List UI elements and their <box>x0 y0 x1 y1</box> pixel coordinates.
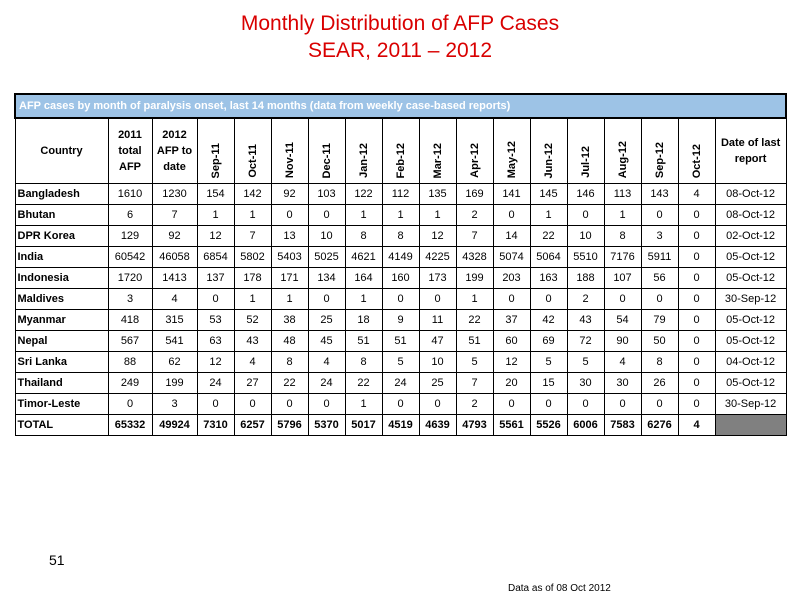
total-cell: 6006 <box>567 415 604 436</box>
value-cell: 1230 <box>152 184 197 205</box>
value-cell: 10 <box>308 226 345 247</box>
value-cell: 173 <box>419 268 456 289</box>
value-cell: 72 <box>567 331 604 352</box>
value-cell: 26 <box>641 373 678 394</box>
page-number: 51 <box>49 552 65 568</box>
value-cell: 0 <box>197 394 234 415</box>
value-cell: 0 <box>678 205 715 226</box>
value-cell: 27 <box>234 373 271 394</box>
value-cell: 3 <box>152 394 197 415</box>
value-cell: 0 <box>308 289 345 310</box>
value-cell: 38 <box>271 310 308 331</box>
country-cell: Nepal <box>15 331 108 352</box>
value-cell: 3 <box>641 226 678 247</box>
value-cell: 0 <box>493 394 530 415</box>
value-cell: 1720 <box>108 268 152 289</box>
value-cell: 25 <box>308 310 345 331</box>
value-cell: 14 <box>493 226 530 247</box>
value-cell: 50 <box>641 331 678 352</box>
value-cell: 51 <box>345 331 382 352</box>
value-cell: 2 <box>456 205 493 226</box>
value-cell: 4 <box>152 289 197 310</box>
value-cell: 4 <box>308 352 345 373</box>
value-cell: 0 <box>308 394 345 415</box>
value-cell: 52 <box>234 310 271 331</box>
value-cell: 8 <box>271 352 308 373</box>
header-2011-total <box>108 118 152 184</box>
value-cell: 4225 <box>419 247 456 268</box>
value-cell: 0 <box>493 205 530 226</box>
value-cell: 199 <box>456 268 493 289</box>
value-cell: 188 <box>567 268 604 289</box>
value-cell: 24 <box>197 373 234 394</box>
header-month-label: Mar-12 <box>431 142 444 178</box>
value-cell: 4 <box>678 184 715 205</box>
table-banner: AFP cases by month of paralysis onset, last 14 months (data from weekly case-based reports) <box>15 94 786 118</box>
value-cell: 5025 <box>308 247 345 268</box>
country-cell: Thailand <box>15 373 108 394</box>
value-cell: 164 <box>345 268 382 289</box>
value-cell: 92 <box>152 226 197 247</box>
country-cell: Maldives <box>15 289 108 310</box>
value-cell: 171 <box>271 268 308 289</box>
value-cell: 4 <box>604 352 641 373</box>
value-cell: 1 <box>234 289 271 310</box>
total-row <box>15 415 786 436</box>
value-cell: 56 <box>641 268 678 289</box>
total-label: TOTAL <box>15 415 108 436</box>
value-cell: 160 <box>382 268 419 289</box>
value-cell: 25 <box>419 373 456 394</box>
value-cell: 8 <box>382 226 419 247</box>
header-month <box>419 118 456 184</box>
value-cell: 4 <box>234 352 271 373</box>
header-2011-total-line: total <box>118 145 142 157</box>
total-cell: 6257 <box>234 415 271 436</box>
header-month-label: Jul-12 <box>579 146 592 178</box>
last-report-cell: 08-Oct-12 <box>715 184 786 205</box>
value-cell: 5510 <box>567 247 604 268</box>
value-cell: 60 <box>493 331 530 352</box>
value-cell: 4328 <box>456 247 493 268</box>
header-2012-afp-line: date <box>163 161 186 173</box>
header-month <box>197 118 234 184</box>
value-cell: 0 <box>604 394 641 415</box>
value-cell: 12 <box>197 226 234 247</box>
country-cell: Myanmar <box>15 310 108 331</box>
header-month <box>234 118 271 184</box>
value-cell: 178 <box>234 268 271 289</box>
value-cell: 7 <box>152 205 197 226</box>
value-cell: 0 <box>641 205 678 226</box>
value-cell: 199 <box>152 373 197 394</box>
total-cell: 4 <box>678 415 715 436</box>
table-row <box>15 352 786 373</box>
value-cell: 53 <box>197 310 234 331</box>
value-cell: 541 <box>152 331 197 352</box>
value-cell: 62 <box>152 352 197 373</box>
total-cell: 5796 <box>271 415 308 436</box>
value-cell: 1 <box>382 205 419 226</box>
value-cell: 30 <box>604 373 641 394</box>
afp-cases-table <box>14 93 787 436</box>
value-cell: 45 <box>308 331 345 352</box>
value-cell: 0 <box>678 310 715 331</box>
title-line-1: Monthly Distribution of AFP Cases <box>240 12 560 35</box>
header-month <box>271 118 308 184</box>
value-cell: 22 <box>271 373 308 394</box>
value-cell: 0 <box>678 373 715 394</box>
value-cell: 142 <box>234 184 271 205</box>
value-cell: 5074 <box>493 247 530 268</box>
value-cell: 90 <box>604 331 641 352</box>
value-cell: 8 <box>345 226 382 247</box>
header-month <box>678 118 715 184</box>
header-month-label: May-12 <box>505 140 518 178</box>
value-cell: 103 <box>308 184 345 205</box>
value-cell: 1 <box>530 205 567 226</box>
value-cell: 12 <box>419 226 456 247</box>
value-cell: 1 <box>345 394 382 415</box>
value-cell: 60542 <box>108 247 152 268</box>
value-cell: 12 <box>493 352 530 373</box>
value-cell: 418 <box>108 310 152 331</box>
value-cell: 8 <box>641 352 678 373</box>
value-cell: 8 <box>604 226 641 247</box>
value-cell: 122 <box>345 184 382 205</box>
value-cell: 6 <box>108 205 152 226</box>
value-cell: 154 <box>197 184 234 205</box>
country-cell: Bangladesh <box>15 184 108 205</box>
header-month-label: Aug-12 <box>616 140 629 178</box>
value-cell: 145 <box>530 184 567 205</box>
total-cell: 7583 <box>604 415 641 436</box>
value-cell: 0 <box>678 394 715 415</box>
last-report-cell: 05-Oct-12 <box>715 373 786 394</box>
value-cell: 24 <box>308 373 345 394</box>
value-cell: 54 <box>604 310 641 331</box>
table-row <box>15 394 786 415</box>
table-row <box>15 247 786 268</box>
value-cell: 169 <box>456 184 493 205</box>
table-row <box>15 226 786 247</box>
value-cell: 0 <box>678 268 715 289</box>
header-last-report-line: Date of last <box>720 137 781 149</box>
value-cell: 9 <box>382 310 419 331</box>
value-cell: 15 <box>530 373 567 394</box>
total-cell: 7310 <box>197 415 234 436</box>
value-cell: 51 <box>456 331 493 352</box>
value-cell: 134 <box>308 268 345 289</box>
header-month-label: Oct-11 <box>246 144 259 178</box>
value-cell: 1 <box>234 205 271 226</box>
value-cell: 0 <box>567 394 604 415</box>
value-cell: 0 <box>567 205 604 226</box>
header-2012-afp <box>152 118 197 184</box>
value-cell: 5403 <box>271 247 308 268</box>
value-cell: 22 <box>530 226 567 247</box>
country-cell: Bhutan <box>15 205 108 226</box>
value-cell: 1 <box>456 289 493 310</box>
total-cell: 4793 <box>456 415 493 436</box>
value-cell: 5064 <box>530 247 567 268</box>
header-month <box>308 118 345 184</box>
last-report-cell: 02-Oct-12 <box>715 226 786 247</box>
country-cell: Timor-Leste <box>15 394 108 415</box>
value-cell: 163 <box>530 268 567 289</box>
value-cell: 0 <box>678 352 715 373</box>
header-month <box>456 118 493 184</box>
value-cell: 5 <box>456 352 493 373</box>
value-cell: 112 <box>382 184 419 205</box>
value-cell: 0 <box>234 394 271 415</box>
header-2012-afp-line: AFP to <box>156 145 193 157</box>
value-cell: 1413 <box>152 268 197 289</box>
value-cell: 0 <box>678 331 715 352</box>
value-cell: 1 <box>271 289 308 310</box>
value-cell: 0 <box>197 289 234 310</box>
value-cell: 143 <box>641 184 678 205</box>
header-month <box>493 118 530 184</box>
header-month-label: Jan-12 <box>357 143 370 178</box>
value-cell: 7 <box>456 226 493 247</box>
slide-title <box>0 10 800 64</box>
value-cell: 203 <box>493 268 530 289</box>
value-cell: 6854 <box>197 247 234 268</box>
value-cell: 3 <box>108 289 152 310</box>
value-cell: 0 <box>641 394 678 415</box>
table-banner-row <box>15 94 786 118</box>
country-cell: Sri Lanka <box>15 352 108 373</box>
header-month-label: Apr-12 <box>468 143 481 178</box>
value-cell: 1 <box>345 205 382 226</box>
header-month <box>382 118 419 184</box>
last-report-cell: 08-Oct-12 <box>715 205 786 226</box>
value-cell: 20 <box>493 373 530 394</box>
value-cell: 0 <box>382 289 419 310</box>
value-cell: 7 <box>234 226 271 247</box>
last-report-cell: 05-Oct-12 <box>715 331 786 352</box>
header-month-label: Dec-11 <box>320 142 333 178</box>
value-cell: 79 <box>641 310 678 331</box>
total-cell: 5561 <box>493 415 530 436</box>
value-cell: 22 <box>456 310 493 331</box>
value-cell: 5 <box>567 352 604 373</box>
value-cell: 5 <box>530 352 567 373</box>
value-cell: 0 <box>382 394 419 415</box>
value-cell: 8 <box>345 352 382 373</box>
table-row <box>15 289 786 310</box>
value-cell: 0 <box>271 394 308 415</box>
header-month <box>345 118 382 184</box>
value-cell: 0 <box>530 394 567 415</box>
value-cell: 0 <box>530 289 567 310</box>
table-row <box>15 205 786 226</box>
header-2011-total-line: AFP <box>119 161 141 173</box>
header-month-label: Nov-11 <box>283 141 296 178</box>
total-cell: 49924 <box>152 415 197 436</box>
header-country: Country <box>15 118 108 184</box>
value-cell: 12 <box>197 352 234 373</box>
header-month-label: Jun-12 <box>542 142 555 178</box>
value-cell: 113 <box>604 184 641 205</box>
value-cell: 69 <box>530 331 567 352</box>
value-cell: 107 <box>604 268 641 289</box>
value-cell: 2 <box>456 394 493 415</box>
value-cell: 88 <box>108 352 152 373</box>
table-row <box>15 331 786 352</box>
value-cell: 0 <box>678 226 715 247</box>
last-report-cell: 05-Oct-12 <box>715 268 786 289</box>
value-cell: 315 <box>152 310 197 331</box>
title-line-2: SEAR, 2011 – 2012 <box>307 39 493 62</box>
value-cell: 5802 <box>234 247 271 268</box>
value-cell: 4149 <box>382 247 419 268</box>
total-cell: 65332 <box>108 415 152 436</box>
value-cell: 137 <box>197 268 234 289</box>
value-cell: 47 <box>419 331 456 352</box>
header-month <box>530 118 567 184</box>
value-cell: 10 <box>419 352 456 373</box>
value-cell: 567 <box>108 331 152 352</box>
value-cell: 141 <box>493 184 530 205</box>
last-report-cell: 30-Sep-12 <box>715 289 786 310</box>
value-cell: 1 <box>419 205 456 226</box>
total-cell: 6276 <box>641 415 678 436</box>
header-last-report <box>715 118 786 184</box>
value-cell: 42 <box>530 310 567 331</box>
value-cell: 146 <box>567 184 604 205</box>
last-report-cell: 30-Sep-12 <box>715 394 786 415</box>
header-month-label: Feb-12 <box>394 142 407 178</box>
total-cell: 5370 <box>308 415 345 436</box>
value-cell: 135 <box>419 184 456 205</box>
last-report-cell: 04-Oct-12 <box>715 352 786 373</box>
value-cell: 24 <box>382 373 419 394</box>
total-blank-cell <box>715 415 786 436</box>
country-cell: DPR Korea <box>15 226 108 247</box>
value-cell: 0 <box>108 394 152 415</box>
value-cell: 7176 <box>604 247 641 268</box>
header-last-report-line: report <box>734 153 767 165</box>
value-cell: 43 <box>234 331 271 352</box>
value-cell: 0 <box>678 289 715 310</box>
total-cell: 5017 <box>345 415 382 436</box>
value-cell: 13 <box>271 226 308 247</box>
value-cell: 5911 <box>641 247 678 268</box>
header-month-label: Sep-11 <box>209 142 222 178</box>
table-header-row <box>15 118 786 184</box>
value-cell: 46058 <box>152 247 197 268</box>
value-cell: 48 <box>271 331 308 352</box>
value-cell: 30 <box>567 373 604 394</box>
value-cell: 63 <box>197 331 234 352</box>
value-cell: 37 <box>493 310 530 331</box>
total-cell: 4519 <box>382 415 419 436</box>
value-cell: 92 <box>271 184 308 205</box>
value-cell: 18 <box>345 310 382 331</box>
value-cell: 4621 <box>345 247 382 268</box>
value-cell: 0 <box>419 394 456 415</box>
value-cell: 0 <box>493 289 530 310</box>
total-cell: 4639 <box>419 415 456 436</box>
value-cell: 51 <box>382 331 419 352</box>
value-cell: 0 <box>419 289 456 310</box>
table-row <box>15 373 786 394</box>
value-cell: 11 <box>419 310 456 331</box>
value-cell: 5 <box>382 352 419 373</box>
last-report-cell: 05-Oct-12 <box>715 310 786 331</box>
total-cell: 5526 <box>530 415 567 436</box>
value-cell: 129 <box>108 226 152 247</box>
country-cell: Indonesia <box>15 268 108 289</box>
value-cell: 1 <box>345 289 382 310</box>
value-cell: 10 <box>567 226 604 247</box>
country-cell: India <box>15 247 108 268</box>
value-cell: 1 <box>604 205 641 226</box>
value-cell: 2 <box>567 289 604 310</box>
value-cell: 0 <box>641 289 678 310</box>
value-cell: 1 <box>197 205 234 226</box>
header-month-label: Sep-12 <box>653 141 666 178</box>
table-row <box>15 268 786 289</box>
value-cell: 249 <box>108 373 152 394</box>
header-2011-total-line: 2011 <box>118 129 142 141</box>
value-cell: 0 <box>308 205 345 226</box>
header-month <box>567 118 604 184</box>
value-cell: 0 <box>271 205 308 226</box>
value-cell: 0 <box>678 247 715 268</box>
value-cell: 0 <box>604 289 641 310</box>
table-row <box>15 184 786 205</box>
table-row <box>15 310 786 331</box>
header-month <box>604 118 641 184</box>
value-cell: 22 <box>345 373 382 394</box>
header-month <box>641 118 678 184</box>
header-month-label: Oct-12 <box>690 143 703 178</box>
last-report-cell: 05-Oct-12 <box>715 247 786 268</box>
value-cell: 43 <box>567 310 604 331</box>
data-date-note: Data as of 08 Oct 2012 <box>508 583 611 594</box>
value-cell: 7 <box>456 373 493 394</box>
header-2012-afp-line: 2012 <box>162 129 187 141</box>
value-cell: 1610 <box>108 184 152 205</box>
